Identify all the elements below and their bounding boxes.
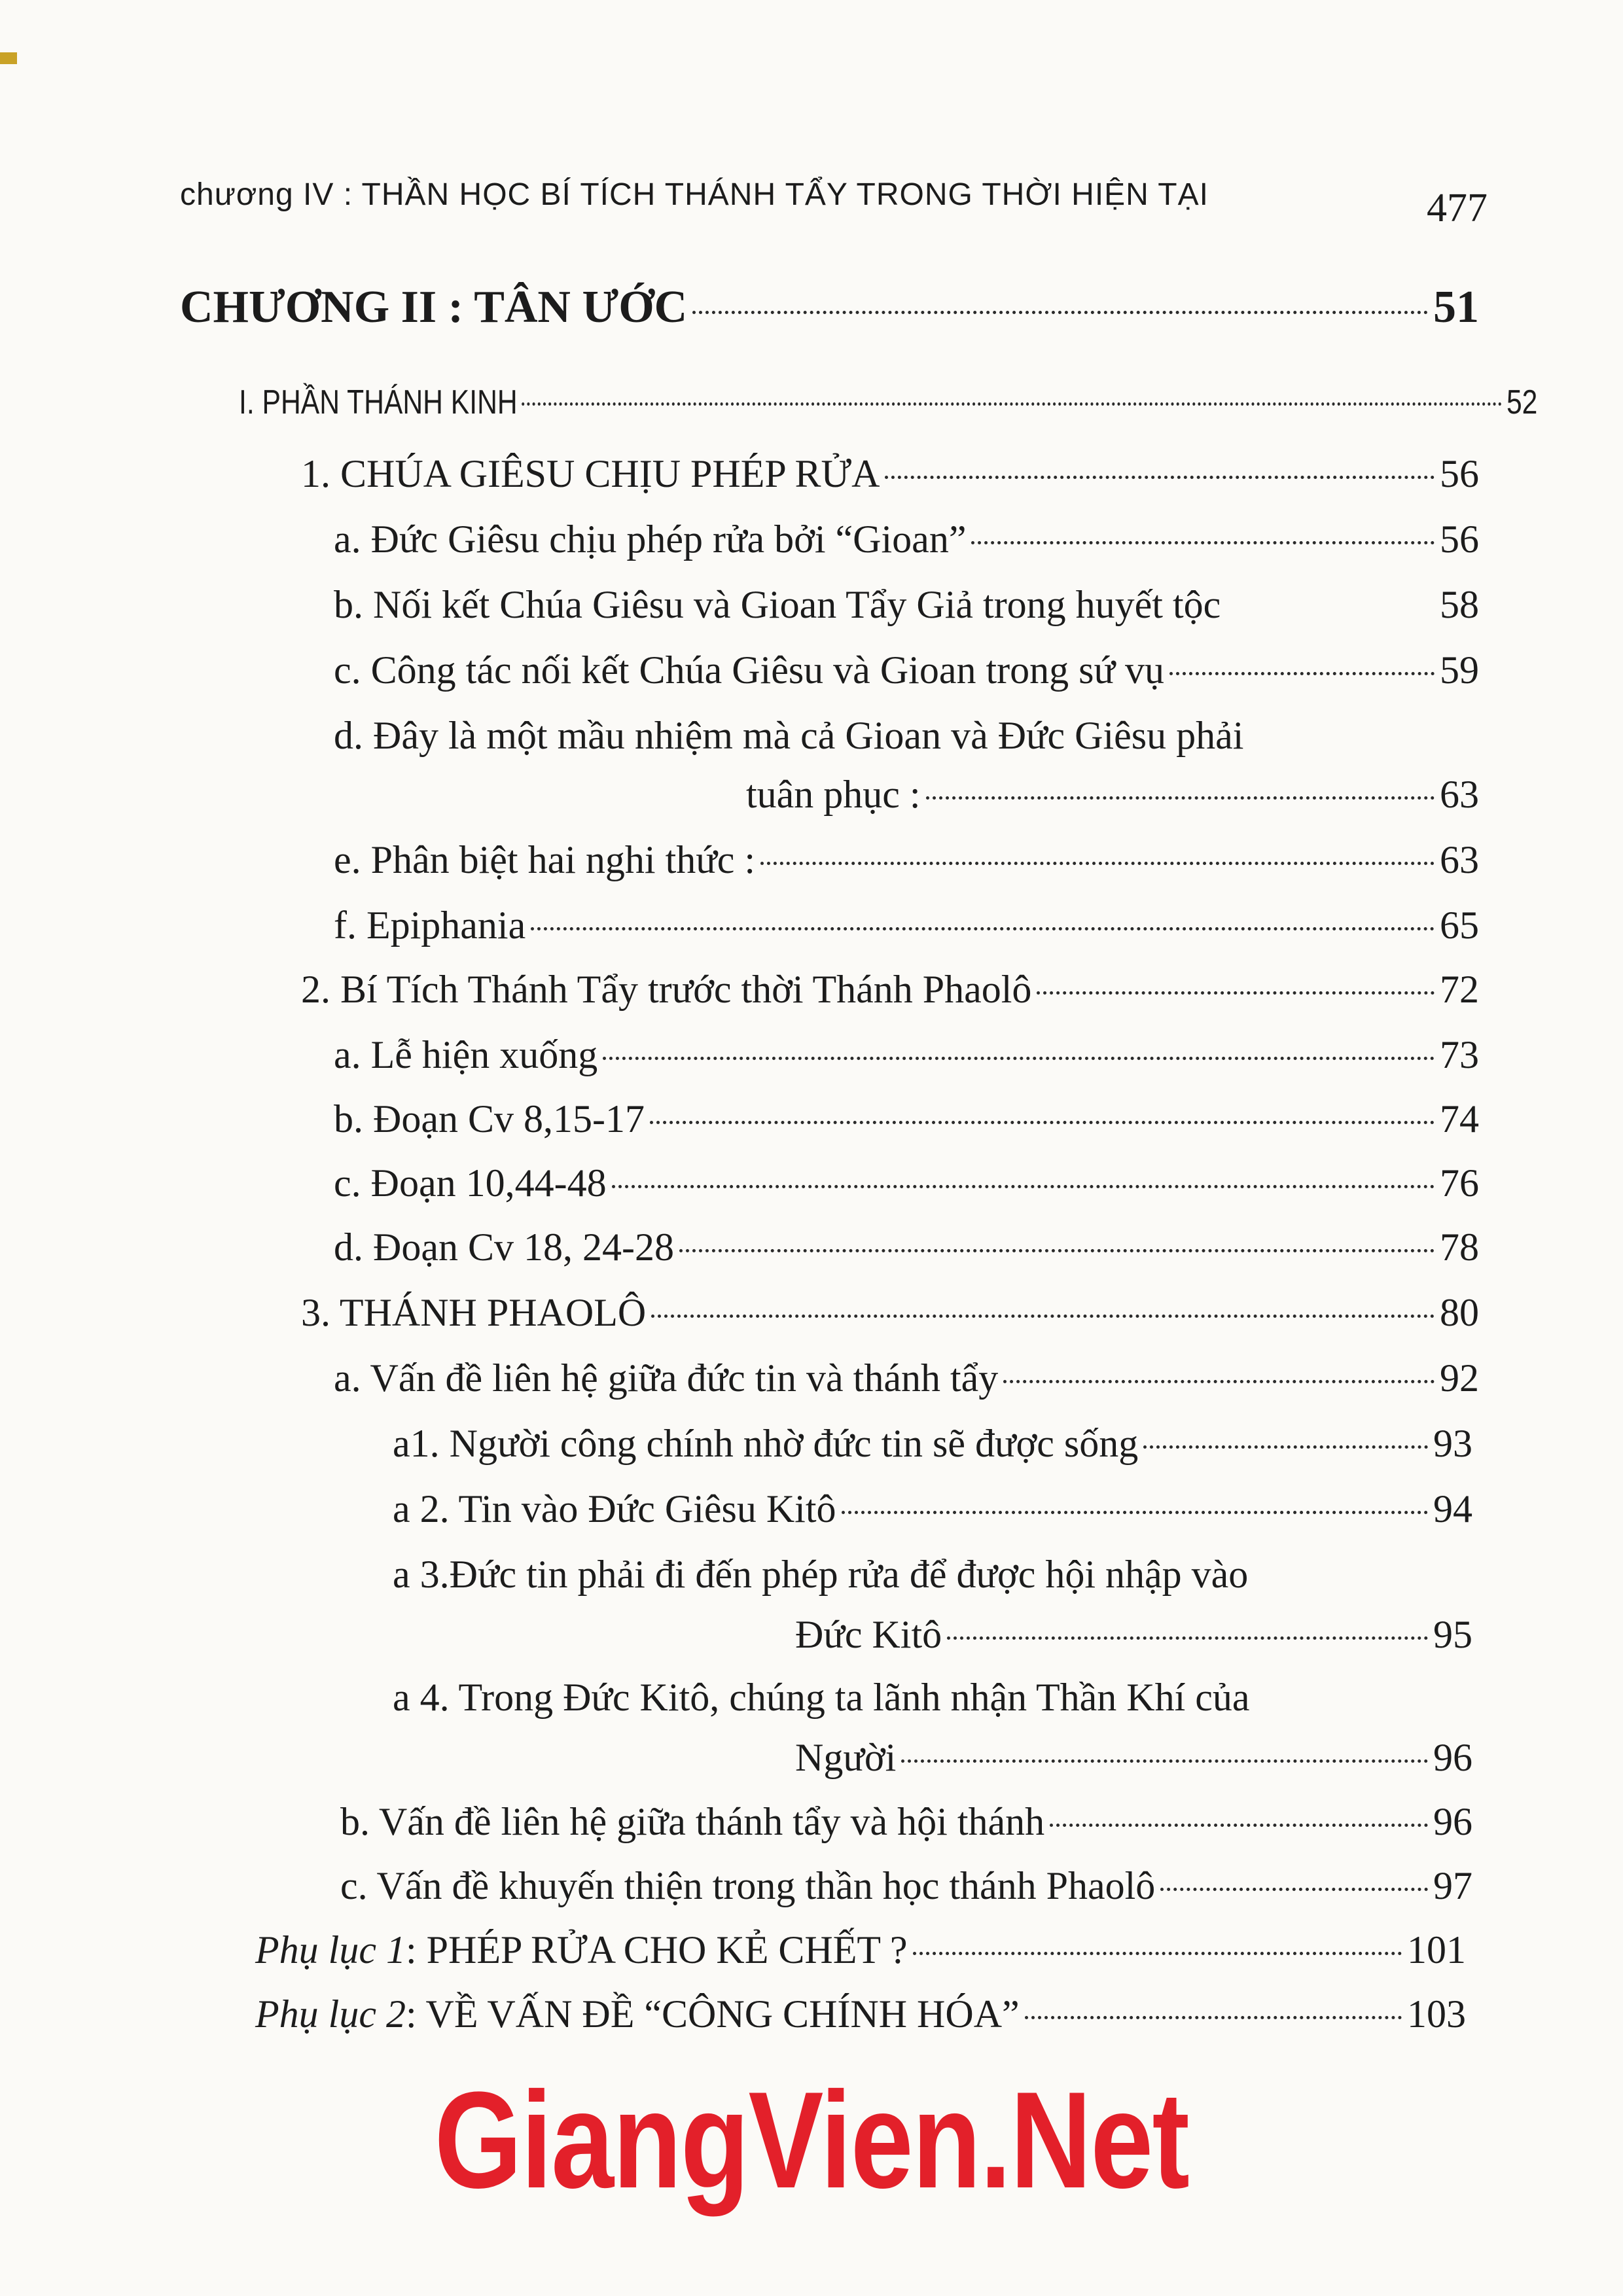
- toc-entry-page: 103: [1407, 1992, 1466, 2036]
- toc-item-3a3[interactable]: [795, 1612, 1472, 1657]
- toc-entry-text: Người: [795, 1736, 897, 1779]
- toc-section-1[interactable]: [301, 451, 1479, 497]
- toc-entry-text: a. Đức Giêsu chịu phép rửa bởi “Gioan”: [334, 518, 967, 561]
- dot-leader: [901, 1759, 1428, 1763]
- toc-item-3a4[interactable]: [795, 1735, 1472, 1780]
- toc-entry-page: 56: [1440, 452, 1479, 495]
- toc-entry-page: 58: [1440, 583, 1479, 626]
- toc-entry-page: 95: [1433, 1613, 1472, 1656]
- toc-entry-page: 92: [1440, 1356, 1479, 1400]
- toc-entry-page: 73: [1440, 1033, 1479, 1076]
- toc-entry-text: b. Đoạn Cv 8,15-17: [334, 1097, 645, 1140]
- dot-leader: [650, 1121, 1435, 1124]
- dot-leader: [531, 927, 1435, 930]
- toc-entry-page: 93: [1433, 1422, 1472, 1465]
- toc-item-1b[interactable]: [334, 582, 1479, 627]
- toc-item-1f[interactable]: [334, 903, 1479, 948]
- dot-leader: [651, 1315, 1435, 1318]
- toc-entry-page: 96: [1433, 1736, 1472, 1779]
- toc-entry-page: 78: [1440, 1226, 1479, 1269]
- toc-entry-page: 97: [1433, 1864, 1472, 1907]
- dot-leader: [760, 862, 1435, 865]
- toc-entry-text: a 2. Tin vào Đức Giêsu Kitô: [393, 1487, 836, 1530]
- dot-leader: [603, 1057, 1435, 1060]
- dot-leader: [1003, 1380, 1435, 1383]
- toc-entry-page: 59: [1440, 648, 1479, 692]
- watermark: GiangVien.Net: [434, 2063, 1189, 2217]
- toc-entry-text: CHƯƠNG II : TÂN ƯỚC: [180, 282, 688, 332]
- page-edge-mark: [0, 52, 17, 64]
- dot-leader: [1025, 2016, 1402, 2019]
- dot-leader: [842, 1511, 1428, 1514]
- toc-section-3[interactable]: [301, 1290, 1479, 1335]
- toc-entry-page: 76: [1440, 1161, 1479, 1205]
- toc-item-3a1[interactable]: [393, 1421, 1472, 1466]
- toc-entry-text: f. Epiphania: [334, 904, 526, 947]
- toc-entry-page: 96: [1433, 1800, 1472, 1843]
- toc-item-3a[interactable]: [334, 1356, 1479, 1401]
- toc-entry-text: 2. Bí Tích Thánh Tẩy trước thời Thánh Phaolô: [301, 968, 1032, 1011]
- running-header: chương IV : THẦN HỌC BÍ TÍCH THÁNH TẨY TRONG THỜI HIỆN TẠI: [180, 177, 1209, 212]
- toc-entry-text: 1. CHÚA GIÊSU CHỊU PHÉP RỬA: [301, 452, 880, 495]
- dot-leader: [971, 541, 1435, 544]
- page-number: 477: [1427, 186, 1488, 230]
- toc-item-1e[interactable]: [334, 838, 1479, 883]
- toc-entry-text: a. Vấn đề liên hệ giữa đức tin và thánh tẩy: [334, 1356, 999, 1400]
- dot-leader: [522, 402, 1502, 406]
- dot-leader: [1169, 672, 1435, 675]
- toc-entry-text: c. Công tác nối kết Chúa Giêsu và Gioan trong sứ vụ: [334, 648, 1164, 692]
- toc-entry-page: 101: [1407, 1928, 1466, 1971]
- toc-entry-text: e. Phân biệt hai nghi thức :: [334, 838, 756, 881]
- toc-entry-page: 94: [1433, 1487, 1472, 1530]
- dot-leader: [1160, 1888, 1428, 1891]
- toc-entry-text: I. PHẦN THÁNH KINH: [239, 383, 518, 421]
- toc-entry-text: a. Lễ hiện xuống: [334, 1033, 598, 1076]
- dot-leader: [679, 1249, 1435, 1252]
- toc-entry-text: d. Đoạn Cv 18, 24-28: [334, 1226, 674, 1269]
- appendix-label: Phụ lục 1: [255, 1928, 406, 1971]
- dot-leader: [947, 1636, 1428, 1640]
- toc-chapter-2[interactable]: [180, 281, 1479, 334]
- toc-item-1d[interactable]: [746, 772, 1479, 817]
- toc-entry-text: b. Vấn đề liên hệ giữa thánh tẩy và hội thánh: [340, 1800, 1045, 1843]
- toc-entry-text: a1. Người công chính nhờ đức tin sẽ được sống: [393, 1422, 1139, 1465]
- dot-leader: [1037, 991, 1435, 995]
- toc-entry-text: : VỀ VẤN ĐỀ “CÔNG CHÍNH HÓA”: [405, 1992, 1020, 2036]
- toc-entry-text: 3. THÁNH PHAOLÔ: [301, 1291, 647, 1334]
- dot-leader: [885, 476, 1435, 479]
- toc-appendix-2[interactable]: [255, 1992, 1466, 2037]
- toc-item-2b[interactable]: [334, 1097, 1479, 1142]
- toc-item-3b[interactable]: [340, 1799, 1472, 1845]
- toc-entry-page: 63: [1440, 773, 1479, 816]
- toc-appendix-1[interactable]: [255, 1928, 1466, 1973]
- toc-entry-page: 65: [1440, 904, 1479, 947]
- dot-leader: [1143, 1445, 1428, 1449]
- toc-item-3c[interactable]: [340, 1863, 1472, 1909]
- toc-item-3a3-first-line: a 3.Đức tin phải đi đến phép rửa để được hội nhập vào: [393, 1553, 1249, 1596]
- dot-leader: [612, 1185, 1435, 1188]
- dot-leader: [1050, 1824, 1428, 1827]
- toc-part-1[interactable]: [239, 383, 1537, 422]
- toc-item-3a2[interactable]: [393, 1487, 1472, 1532]
- toc-entry-text: : PHÉP RỬA CHO KẺ CHẾT ?: [405, 1928, 908, 1971]
- toc-item-1c[interactable]: [334, 648, 1479, 693]
- toc-entry-page: 63: [1440, 838, 1479, 881]
- dot-leader: [692, 311, 1428, 314]
- toc-entry-page: 80: [1440, 1291, 1479, 1334]
- appendix-label: Phụ lục 2: [255, 1992, 406, 2036]
- toc-entry-page: 52: [1506, 383, 1538, 421]
- toc-entry-text: b. Nối kết Chúa Giêsu và Gioan Tẩy Giả trong huyết tộc: [334, 583, 1221, 626]
- dot-leader: [913, 1952, 1402, 1955]
- toc-entry-page: 56: [1440, 518, 1479, 561]
- toc-item-1d-first-line: d. Đây là một mầu nhiệm mà cả Gioan và Đức Giêsu phải: [334, 714, 1244, 757]
- dot-leader: [926, 796, 1435, 800]
- toc-entry-page: 72: [1440, 968, 1479, 1011]
- toc-entry-text: c. Đoạn 10,44-48: [334, 1161, 607, 1205]
- toc-item-2d[interactable]: [334, 1225, 1479, 1270]
- toc-entry-page: 51: [1433, 282, 1479, 332]
- toc-item-3a4-first-line: a 4. Trong Đức Kitô, chúng ta lãnh nhận Thần Khí của: [393, 1676, 1250, 1719]
- toc-entry-text: tuân phục :: [746, 773, 921, 816]
- toc-item-2c[interactable]: [334, 1161, 1479, 1206]
- toc-section-2[interactable]: [301, 967, 1479, 1012]
- toc-entry-text: c. Vấn đề khuyến thiện trong thần học thánh Phaolô: [340, 1864, 1156, 1907]
- toc-entry-text: Đức Kitô: [795, 1613, 942, 1656]
- toc-item-1a[interactable]: [334, 517, 1479, 562]
- toc-item-2a[interactable]: [334, 1033, 1479, 1078]
- toc-entry-page: 74: [1440, 1097, 1479, 1140]
